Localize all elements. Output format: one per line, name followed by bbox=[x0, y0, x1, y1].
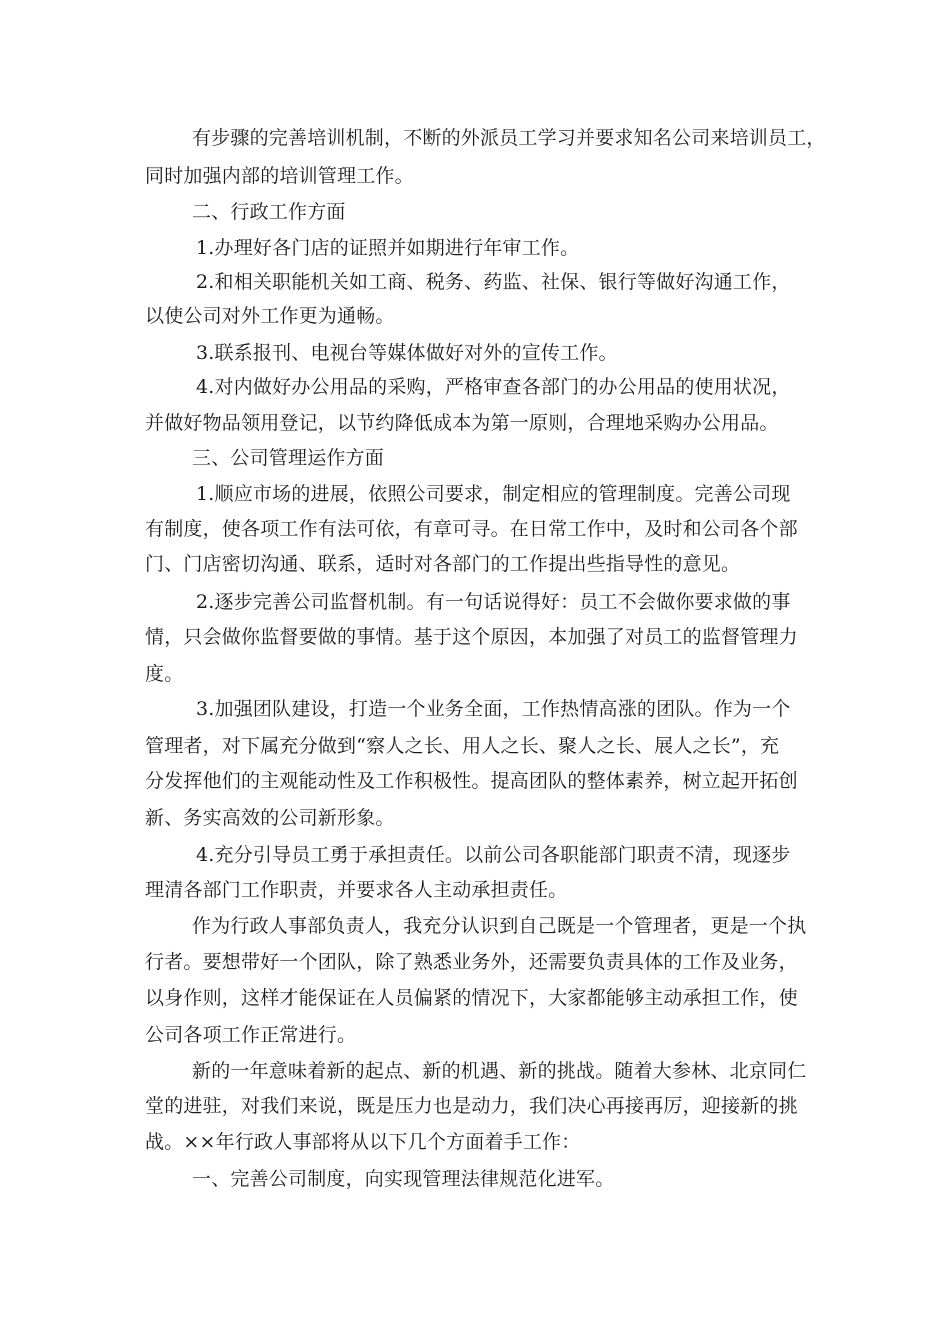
section-heading: 三、公司管理运作方面 bbox=[192, 447, 385, 469]
text-line: 有步骤的完善培训机制，不断的外派员工学习并要求知名公司来培训员工， bbox=[192, 127, 826, 149]
text-line: 3.联系报刊、电视台等媒体做好对外的宣传工作。 bbox=[196, 342, 618, 364]
text-line: 3.加强团队建设，打造一个业务全面，工作热情高涨的团队。作为一个 bbox=[196, 698, 791, 720]
text-line: 1.办理好各门店的证照并如期进行年审工作。 bbox=[196, 237, 580, 259]
text-line: 管理者，对下属充分做到“察人之长、用人之长、聚人之长、展人之长”，充 bbox=[145, 735, 780, 757]
text-line: 新的一年意味着新的起点、新的机遇、新的挑战。随着大参林、北京同仁 bbox=[192, 1060, 807, 1082]
text-line: 有制度，使各项工作有法可依，有章可寻。在日常工作中，及时和公司各个部 bbox=[145, 518, 798, 540]
text-line: 同时加强内部的培训管理工作。 bbox=[145, 165, 414, 187]
text-line: 并做好物品领用登记，以节约降低成本为第一原则，合理地采购办公用品。 bbox=[145, 412, 779, 434]
text-line: 公司各项工作正常进行。 bbox=[145, 1024, 357, 1046]
text-line: 理清各部门工作职责，并要求各人主动承担责任。 bbox=[145, 879, 568, 901]
text-line: 4.对内做好办公用品的采购，严格审查各部门的办公用品的使用状况， bbox=[196, 376, 791, 398]
text-line: 2.逐步完善公司监督机制。有一句话说得好：员工不会做你要求做的事 bbox=[196, 591, 791, 613]
text-line: 新、务实高效的公司新形象。 bbox=[145, 807, 395, 829]
text-line: 分发挥他们的主观能动性及工作积极性。提高团队的整体素养，树立起开拓创 bbox=[145, 770, 798, 792]
text-line: 以使公司对外工作更为通畅。 bbox=[145, 305, 395, 327]
text-line: 门、门店密切沟通、联系，适时对各部门的工作提出些指导性的意见。 bbox=[145, 553, 741, 575]
text-line: 战。××年行政人事部将从以下几个方面着手工作： bbox=[145, 1131, 581, 1153]
text-line: 1.顺应市场的进展，依照公司要求，制定相应的管理制度。完善公司现 bbox=[196, 483, 791, 505]
text-line: 作为行政人事部负责人，我充分认识到自己既是一个管理者，更是一个执 bbox=[192, 915, 807, 937]
text-line: 以身作则，这样才能保证在人员偏紧的情况下，大家都能够主动承担工作，使 bbox=[145, 987, 798, 1009]
text-line: 4.充分引导员工勇于承担责任。以前公司各职能部门职责不清，现逐步 bbox=[196, 844, 791, 866]
text-line: 堂的进驻，对我们来说，既是压力也是动力，我们决心再接再厉，迎接新的挑 bbox=[145, 1095, 798, 1117]
text-line: 度。 bbox=[145, 663, 184, 685]
text-line: 情，只会做你监督要做的事情。基于这个原因，本加强了对员工的监督管理力 bbox=[145, 626, 798, 648]
text-line: 行者。要想带好一个团队，除了熟悉业务外，还需要负责具体的工作及业务， bbox=[145, 951, 798, 973]
section-heading: 一、完善公司制度，向实现管理法律规范化进军。 bbox=[192, 1168, 615, 1190]
section-heading: 二、行政工作方面 bbox=[192, 201, 346, 223]
text-line: 2.和相关职能机关如工商、税务、药监、社保、银行等做好沟通工作， bbox=[196, 271, 791, 293]
